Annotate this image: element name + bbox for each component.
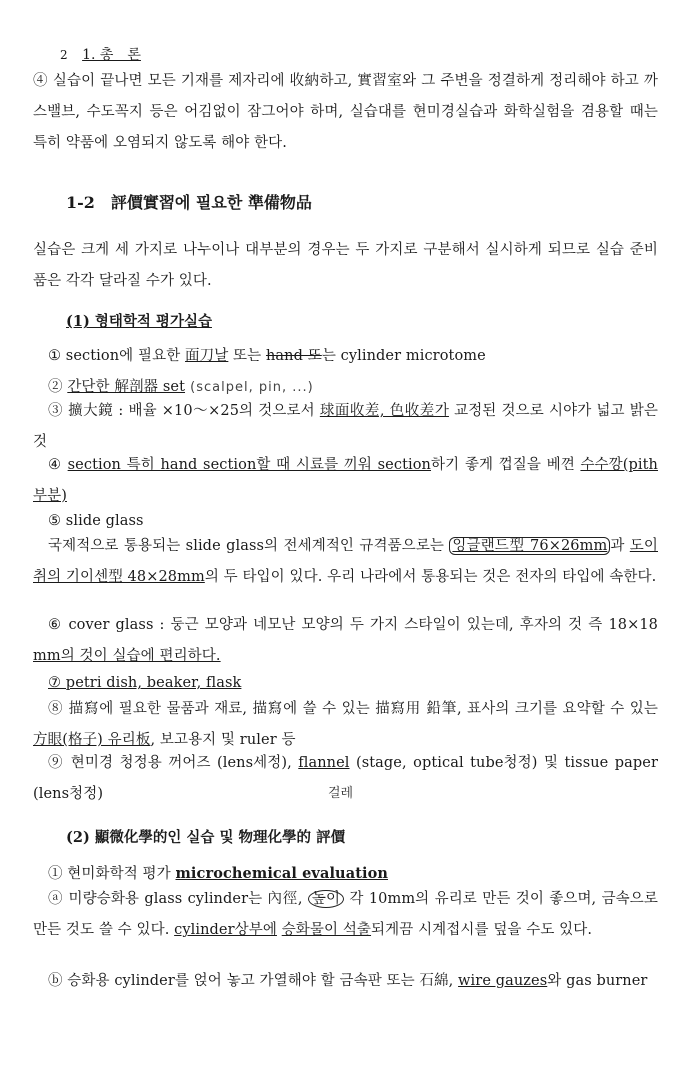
item-sublimation-cylinder: ⓐ 미량승화용 glass cylinder는 內徑, 높이 각 10mm의 유리로 만든 것이 좋으며, 금속으로 만든 것도 쓸 수 있다. cylinder상부에 승화물이 석출되게끔 시계접시를 덮을 수도 있다. <box>33 891 658 938</box>
item-heating-plate: ⓑ 승화용 cylinder를 얹어 놓고 가열해야 할 금속판 또는 石綿, wire gauzes와 gas burner <box>48 973 648 989</box>
list-item-5: ⑤ slide glass <box>48 513 144 529</box>
slide-glass-paragraph: 국제적으로 통용되는 slide glass의 전세계적인 규격품으로는 잉글랜드型 76×26mm 과 도이취의 기이센型 48×28mm의 두 타입이 있다. 우리 나라에서 통용되는 것은 전자의 타입에 속한다. <box>33 538 658 585</box>
subsection-heading-2: (2) 顯微化學的인 실습 및 物理化學的 評價 <box>66 829 346 846</box>
list-item-3: ③ 擴大鏡 : 배율 ×10～×25의 것으로서 球面收差, 色收差가 교정된 것으로 시야가 넓고 밝은 것 <box>33 403 658 450</box>
list-item-2: ② 간단한 解剖器 set (scalpel, pin, ...) <box>48 379 314 395</box>
list-item-7: ⑦ petri dish, beaker, flask <box>48 675 242 691</box>
page-number: 2 <box>60 48 68 62</box>
paragraph-item-4: ④ 실습이 끝나면 모든 기재를 제자리에 收納하고, 實習室와 그 주변을 정결하게 정리해야 하고 까스밸브, 수도꼭지 등은 어김없이 잠그어야 하며, 실습대를 현미경실습과 화학실험을 겸용할 때는 특히 약품에 오염되지 않도록 해야 한다. <box>33 73 658 151</box>
handwritten-annotation: 걸레 <box>328 786 354 801</box>
list-item-1: ① section에 필요한 面刀날 또는 hand 또는 cylinder microtome <box>48 348 486 364</box>
page-header <box>60 44 141 64</box>
list-item-4: ④ section 특히 hand section할 때 시료를 끼워 section하기 좋게 껍질을 베껸 수수깡(pith 부분) <box>33 457 659 504</box>
intro-paragraph: 실습은 크게 세 가지로 나누이나 대부분의 경우는 두 가지로 구분해서 실시하게 되므로 실습 준비품은 각각 달라질 수가 있다. <box>33 242 658 289</box>
list-item-9: ⑨ 현미경 청정용 꺼어즈 (lens세정), flannel (stage, optical tube청정) 및 tissue paper (lens청정) <box>33 755 658 802</box>
section-heading-1-2: 1-2 評價實習에 필요한 準備物品 <box>66 193 312 212</box>
list-item-6: ⑥ cover glass : 둥근 모양과 네모난 모양의 두 가지 스타일이 있는데, 후자의 것 즉 18×18 mm의 것이 실습에 편리하다. <box>33 617 658 664</box>
list-item-8: ⑧ 描寫에 필요한 물품과 재료, 描寫에 쓸 수 있는 描寫用 鉛筆, 표사의 크기를 요약할 수 있는 方眼(格子) 유리板, 보고용지 및 ruler 등 <box>33 701 658 748</box>
subsection-heading-1: (1) 형태학적 평가실습 <box>66 313 212 330</box>
item-microchemical: ① 현미화학적 평가 microchemical evaluation <box>48 865 389 882</box>
chapter-title: 1. 총 론 <box>82 47 141 63</box>
handwritten-note: (scalpel, pin, ...) <box>185 380 314 395</box>
